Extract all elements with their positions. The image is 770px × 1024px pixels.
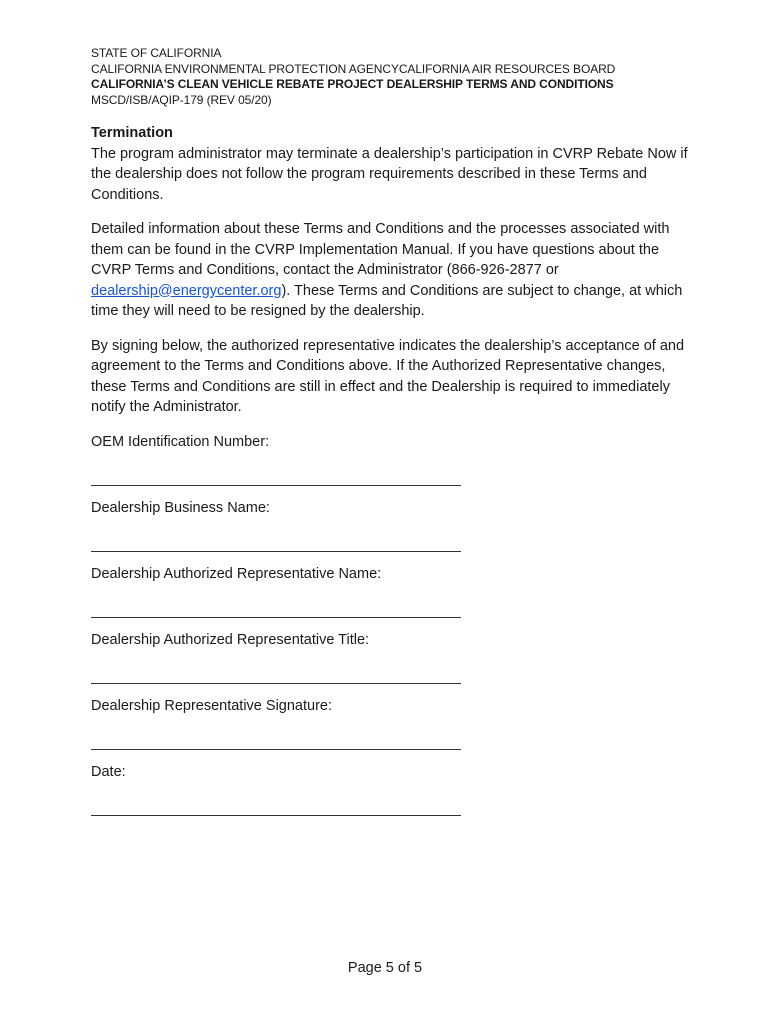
signature-label: Dealership Representative Signature: (91, 697, 332, 714)
details-text-end: ). These Terms and Conditions are subject to change, at which time they will need to be resigned by the dealership. (91, 282, 683, 319)
rep-title-field[interactable] (91, 663, 461, 684)
header-document-title: CALIFORNIA’S CLEAN VEHICLE REBATE PROJECT DEALERSHIP TERMS AND CONDITIONS (91, 77, 614, 91)
document-body (91, 123, 691, 828)
document-header (91, 46, 691, 108)
oem-id-label: OEM Identification Number: (91, 433, 270, 450)
header-state: STATE OF CALIFORNIA (91, 46, 222, 60)
business-name-field[interactable] (91, 531, 461, 552)
header-form-number: MSCD/ISB/AQIP-179 (REV 05/20) (91, 92, 272, 107)
business-name-label: Dealership Business Name: (91, 499, 270, 516)
rep-name-label: Dealership Authorized Representative Name: (91, 565, 382, 582)
rep-name-field[interactable] (91, 597, 461, 618)
oem-id-field[interactable] (91, 465, 461, 486)
details-paragraph (91, 219, 691, 322)
dealership-email-link[interactable]: dealership@energycenter.org (91, 282, 282, 299)
date-label: Date: (91, 763, 126, 780)
termination-paragraph: The program administrator may terminate a dealership’s participation in CVRP Rebate Now if the dealership does not follow the program requirements described in these Terms and Conditions. (91, 145, 688, 203)
header-agency: CALIFORNIA ENVIRONMENTAL PROTECTION AGENCYCALIFORNIA AIR RESOURCES BOARD (91, 61, 616, 76)
signing-paragraph: By signing below, the authorized representative indicates the dealership’s acceptance of and agreement to the Terms and Conditions above. If the Authorized Representative changes, these Terms and Conditions are still in effect and the Dealership is required to immediately notify the Administrator. (91, 337, 685, 415)
page-number: Page 5 of 5 (347, 960, 423, 976)
details-text-start: Detailed information about these Terms and Conditions and the processes associated with them can be found in the CVRP Implementation Manual. If you have questions about the CVRP Terms and Conditions, contact the Administrator (866-926-2877 or (91, 221, 670, 278)
date-field[interactable] (91, 795, 461, 816)
signature-field[interactable] (91, 729, 461, 750)
rep-title-label: Dealership Authorized Representative Title: (91, 631, 370, 648)
termination-heading: Termination (91, 125, 173, 141)
